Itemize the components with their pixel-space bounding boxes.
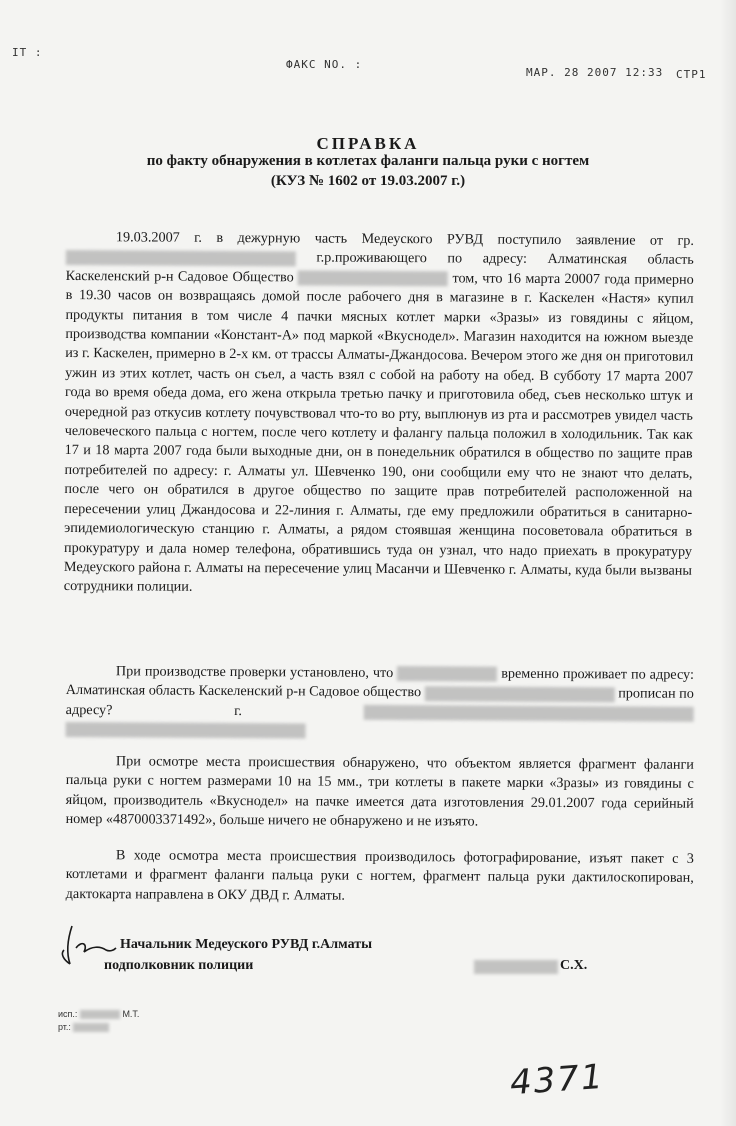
paragraph-3 (66, 752, 694, 833)
paragraph-1-intro: 19.03.2007 г. в дежурную часть Медеуского РУВД поступило заявление от гр. (115, 229, 694, 249)
redacted-phone (73, 1023, 109, 1032)
redacted-executor (80, 1010, 120, 1019)
executor-phone-label: рт.: (58, 1022, 71, 1032)
paragraph-2-registration: прописан по адресу? г. (65, 685, 694, 719)
fax-left-mark: IT : (12, 46, 43, 59)
redacted-line (66, 722, 306, 738)
executor-line-2 (58, 1022, 109, 1032)
paragraph-1-address: г.р.проживающего по адресу: Алматинская область Каскеленский р-н Садовое Общество (65, 249, 694, 286)
paragraph-2-intro: При производстве проверки установлено, что (115, 663, 394, 681)
paragraph-4 (66, 846, 694, 908)
executor-label: исп.: (58, 1009, 78, 1019)
paragraph-1-story: том, что 16 марта 20007 года примерно в 19.30 часов он возвращаясь домой после рабочего дня в магазине в г. Каскелен «Настя» купил продукты питания в том числе 4 пачки мясных котлет марки «Зразы» из говядины с яйцом, производства компании «Констант-А» под маркой «Вкуснодел». Магазин находится на южном выезде из г. Каскелен, примерно в 2-х км. от трассы Алматы-Джандосова. Вечером этого же дня он приготовил ужин из этих котлет, часть он съел, а часть взял с собой на работу на обед. В субботу 17 марта 2007 года во время обеда дома, его жена открыла третью пачку и приготовила обед, съев несколько штук и очередной раз откусив котлету почувствовал что-то во рту, выплюнув из рта и рассмотрев увидел часть человеческого пальца с ногтем, после чего котлету и фалангу пальца положил в холодильник. Так как 17 и 18 марта 2007 года были выходные дни, он в понедельник обратился в общество по защите прав потребителей по адресу: г. Алматы ул. Шевченко 190, они сообщили ему что не знают что делать, после чего он обратился в другое общество по защите прав потребителей расположенной на пересечении улиц Джандосова и 22-линия г. Алматы, где ему предложили обратиться в санитарно-эпидемиологическую станцию г. Алматы, а рядом стоявшая женщина посоветовала обратиться в прокуратуру и дала номер телефона, обратившись туда он узнал, что надо приехать в прокуратуру Медеуского района г. Алматы на пересечение улиц Масанчи и Шевченко г. Алматы, куда были вызваны сотрудники полиции. (63, 270, 694, 596)
paragraph-1 (64, 228, 694, 601)
fax-number-label: ФАКС NO. : (286, 58, 363, 71)
redacted-registration (364, 705, 694, 722)
redacted-address (298, 270, 448, 286)
document-subtitle: по факту обнаружения в котлетах фаланги пальца руки с ногтем (146, 153, 590, 169)
redacted-name (66, 250, 296, 266)
paragraph-2-address: временно проживает по адресу: Алматинская область Каскеленский р-н Садовое общество (65, 665, 694, 701)
handwritten-registration-number: 4371 (508, 1056, 606, 1104)
redacted-person (397, 666, 497, 682)
signatory-rank: подполковник полиции (104, 958, 254, 973)
paper-edge-shadow (720, 0, 736, 1126)
signatory-initials: С.Х. (560, 958, 588, 973)
redacted-signatory-name (474, 960, 558, 974)
fax-page: СТР1 (676, 68, 707, 81)
executor-initials: М.Т. (122, 1009, 140, 1019)
paragraph-3-text: При осмотре места происшествия обнаружено, что объектом является фрагмент фаланги пальца руки с ногтем размерами 10 на 15 мм., три котлеты в пакете марки «Зразы» из говядины с яйцом, производитель «Вкуснодел» на пачке имеется дата изготовления 29.01.2007 года серийный номер «4870003371492», больше ничего не обнаружено и не изъято. (65, 753, 694, 830)
paragraph-4-text: В ходе осмотра места происшествия производилось фотографирование, изъят пакет с 3 котлетами и фрагмент фаланги пальца руки с ногтем, фрагмент пальца руки дактилоскопирован, дактокарта направлена в ОКУ ДВД г. Алматы. (65, 847, 694, 904)
document-case-number: (КУЗ № 1602 от 19.03.2007 г.) (270, 173, 466, 189)
executor-line-1 (58, 1009, 139, 1019)
fax-date: МАР. 28 2007 12:33 (526, 66, 664, 79)
document-title: СПРАВКА (316, 134, 420, 153)
redacted-address-2 (425, 686, 615, 702)
signatory-title: Начальник Медеуского РУВД г.Алматы (120, 937, 373, 952)
paragraph-2 (66, 662, 694, 743)
